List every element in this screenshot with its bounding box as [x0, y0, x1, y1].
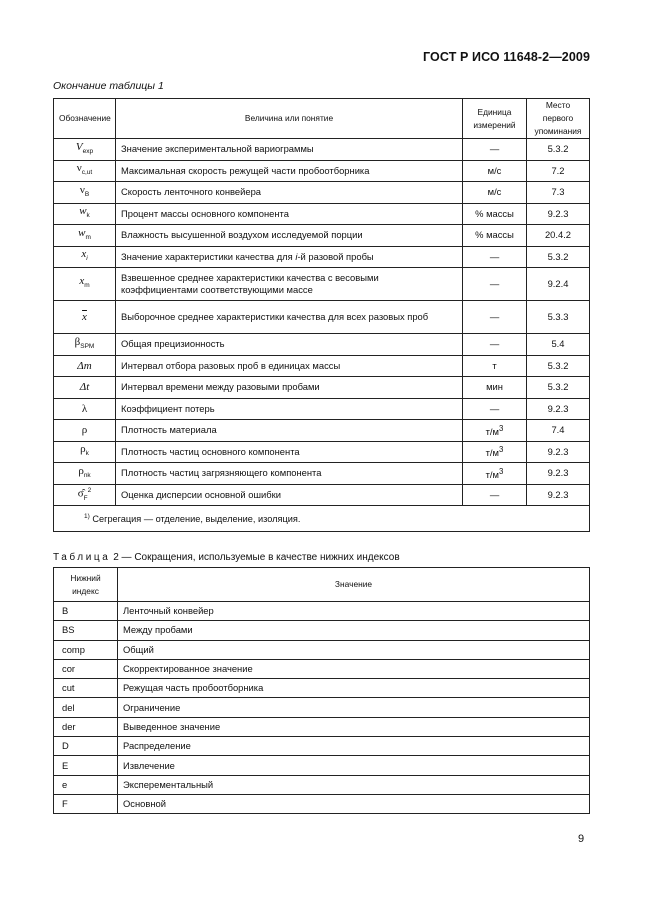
- reference-cell: 5.3.2: [527, 246, 590, 268]
- meaning-cell: Эксперементальный: [118, 775, 590, 794]
- description-cell: Интервал времени между разовыми пробами: [116, 377, 463, 399]
- unit-cell: —: [463, 398, 527, 420]
- table-row: [54, 377, 590, 399]
- reference-cell: 9.2.3: [527, 484, 590, 506]
- symbol-cell: $x_i$: [54, 246, 116, 268]
- symbol-cell: $\rho_k$: [54, 441, 116, 463]
- table-row: [54, 659, 590, 678]
- table-row: [54, 441, 590, 463]
- table-row: [54, 203, 590, 225]
- subscript-cell: del: [54, 698, 118, 717]
- column-header: Значение: [118, 568, 590, 602]
- subscript-cell: comp: [54, 640, 118, 659]
- table-header-row: [54, 99, 590, 139]
- subscript-cell: D: [54, 737, 118, 756]
- description-cell: Значение характеристики качества для i-й разовой пробы: [116, 246, 463, 268]
- reference-cell: 7.2: [527, 160, 590, 182]
- table2-caption: Таблица 2 — Сокращения, используемые в качестве нижних индексов: [53, 552, 400, 563]
- table-row: [54, 246, 590, 268]
- description-cell: Взвешенное среднее характеристики качества с весовыми коэффициентами соответствующими массе: [116, 268, 463, 301]
- description-cell: Оценка дисперсии основной ошибки: [116, 484, 463, 506]
- reference-cell: 5.4: [527, 334, 590, 356]
- unit-cell: % массы: [463, 203, 527, 225]
- description-cell: Процент массы основного компонента: [116, 203, 463, 225]
- reference-cell: 5.3.2: [527, 139, 590, 161]
- table-row: [54, 794, 590, 813]
- reference-cell: 9.2.3: [527, 463, 590, 485]
- table-row: [54, 679, 590, 698]
- symbol-cell: $\nu_{c,ut}$: [54, 160, 116, 182]
- table-row: [54, 301, 590, 334]
- table-row: [54, 139, 590, 161]
- table-row: [54, 225, 590, 247]
- reference-cell: 7.4: [527, 420, 590, 442]
- symbol-cell: $w_m$: [54, 225, 116, 247]
- column-header: Единица измерений: [463, 99, 527, 139]
- unit-cell: —: [463, 484, 527, 506]
- unit-cell: $т/м^3$: [463, 441, 527, 463]
- subscript-cell: cut: [54, 679, 118, 698]
- table-row: [54, 775, 590, 794]
- description-cell: Общая прецизионность: [116, 334, 463, 356]
- table-row: [54, 621, 590, 640]
- unit-cell: мин: [463, 377, 527, 399]
- reference-cell: 9.2.4: [527, 268, 590, 301]
- description-cell: Максимальная скорость режущей части пробоотборника: [116, 160, 463, 182]
- symbol-cell: λ: [54, 398, 116, 420]
- description-cell: Плотность частиц загрязняющего компонента: [116, 463, 463, 485]
- reference-cell: 5.3.2: [527, 377, 590, 399]
- table1-caption: Окончание таблицы 1: [53, 80, 164, 92]
- page-number: 9: [578, 833, 585, 845]
- reference-cell: 9.2.3: [527, 398, 590, 420]
- table-row: [54, 268, 590, 301]
- table-row: [54, 420, 590, 442]
- table-header-row: [54, 568, 590, 602]
- reference-cell: 7.3: [527, 182, 590, 204]
- table-row: [54, 484, 590, 506]
- meaning-cell: Распределение: [118, 737, 590, 756]
- table-row: [54, 160, 590, 182]
- meaning-cell: Режущая часть пробоотборника: [118, 679, 590, 698]
- subscript-cell: BS: [54, 621, 118, 640]
- unit-cell: —: [463, 139, 527, 161]
- table-row: [54, 463, 590, 485]
- column-header: Обозначение: [54, 99, 116, 139]
- column-header: Величина или понятие: [116, 99, 463, 139]
- subscript-cell: E: [54, 756, 118, 775]
- symbol-cell: $\sigmâ_F^2$: [54, 484, 116, 506]
- symbol-cell: $\overline{x}$: [54, 301, 116, 334]
- meaning-cell: Выведенное значение: [118, 717, 590, 736]
- meaning-cell: Скорректированное значение: [118, 659, 590, 678]
- description-cell: Плотность частиц основного компонента: [116, 441, 463, 463]
- symbol-cell: $\nu_B$: [54, 182, 116, 204]
- meaning-cell: Ленточный конвейер: [118, 602, 590, 621]
- description-cell: Интервал отбора разовых проб в единицах массы: [116, 355, 463, 377]
- meaning-cell: Между пробами: [118, 621, 590, 640]
- unit-cell: м/с: [463, 160, 527, 182]
- footnote-row: [54, 506, 590, 532]
- table-row: [54, 756, 590, 775]
- unit-cell: $т/м^3$: [463, 420, 527, 442]
- reference-cell: 5.3.3: [527, 301, 590, 334]
- unit-cell: —: [463, 268, 527, 301]
- subscript-cell: cor: [54, 659, 118, 678]
- symbol-cell: $V_{exp}$: [54, 139, 116, 161]
- reference-cell: 9.2.3: [527, 441, 590, 463]
- description-cell: Плотность материала: [116, 420, 463, 442]
- reference-cell: 20.4.2: [527, 225, 590, 247]
- unit-cell: % массы: [463, 225, 527, 247]
- symbol-cell: $\beta_{SPM}$: [54, 334, 116, 356]
- column-header: Место первого упоминания: [527, 99, 590, 139]
- symbol-cell: $\rho_{nk}$: [54, 463, 116, 485]
- document-code: ГОСТ Р ИСО 11648-2—2009: [423, 50, 590, 64]
- unit-cell: м/с: [463, 182, 527, 204]
- unit-cell: —: [463, 334, 527, 356]
- description-cell: Коэффициент потерь: [116, 398, 463, 420]
- description-cell: Влажность высушенной воздухом исследуемой порции: [116, 225, 463, 247]
- table-row: [54, 698, 590, 717]
- table-row: [54, 737, 590, 756]
- meaning-cell: Извлечение: [118, 756, 590, 775]
- meaning-cell: Общий: [118, 640, 590, 659]
- subscript-cell: B: [54, 602, 118, 621]
- symbol-cell: $x_m$: [54, 268, 116, 301]
- symbol-cell: Δm: [54, 355, 116, 377]
- reference-cell: 9.2.3: [527, 203, 590, 225]
- meaning-cell: Ограничение: [118, 698, 590, 717]
- meaning-cell: Основной: [118, 794, 590, 813]
- unit-cell: —: [463, 246, 527, 268]
- description-cell: Выборочное среднее характеристики качества для всех разовых проб: [116, 301, 463, 334]
- table-row: [54, 355, 590, 377]
- symbol-cell: $w_k$: [54, 203, 116, 225]
- symbol-cell: ρ: [54, 420, 116, 442]
- symbols-table: [53, 98, 590, 532]
- table-row: [54, 182, 590, 204]
- reference-cell: 5.3.2: [527, 355, 590, 377]
- table-row: [54, 602, 590, 621]
- subscripts-table: [53, 567, 590, 814]
- description-cell: Скорость ленточного конвейера: [116, 182, 463, 204]
- unit-cell: $т/м^3$: [463, 463, 527, 485]
- table-row: [54, 640, 590, 659]
- symbol-cell: Δt: [54, 377, 116, 399]
- unit-cell: —: [463, 301, 527, 334]
- subscript-cell: e: [54, 775, 118, 794]
- column-header: Нижний индекс: [54, 568, 118, 602]
- footnote: $^{1)}$ Сегрегация — отделение, выделение, изоляция.: [54, 506, 590, 532]
- description-cell: Значение экспериментальной вариограммы: [116, 139, 463, 161]
- table-row: [54, 398, 590, 420]
- subscript-cell: der: [54, 717, 118, 736]
- table-row: [54, 334, 590, 356]
- table-row: [54, 717, 590, 736]
- unit-cell: т: [463, 355, 527, 377]
- subscript-cell: F: [54, 794, 118, 813]
